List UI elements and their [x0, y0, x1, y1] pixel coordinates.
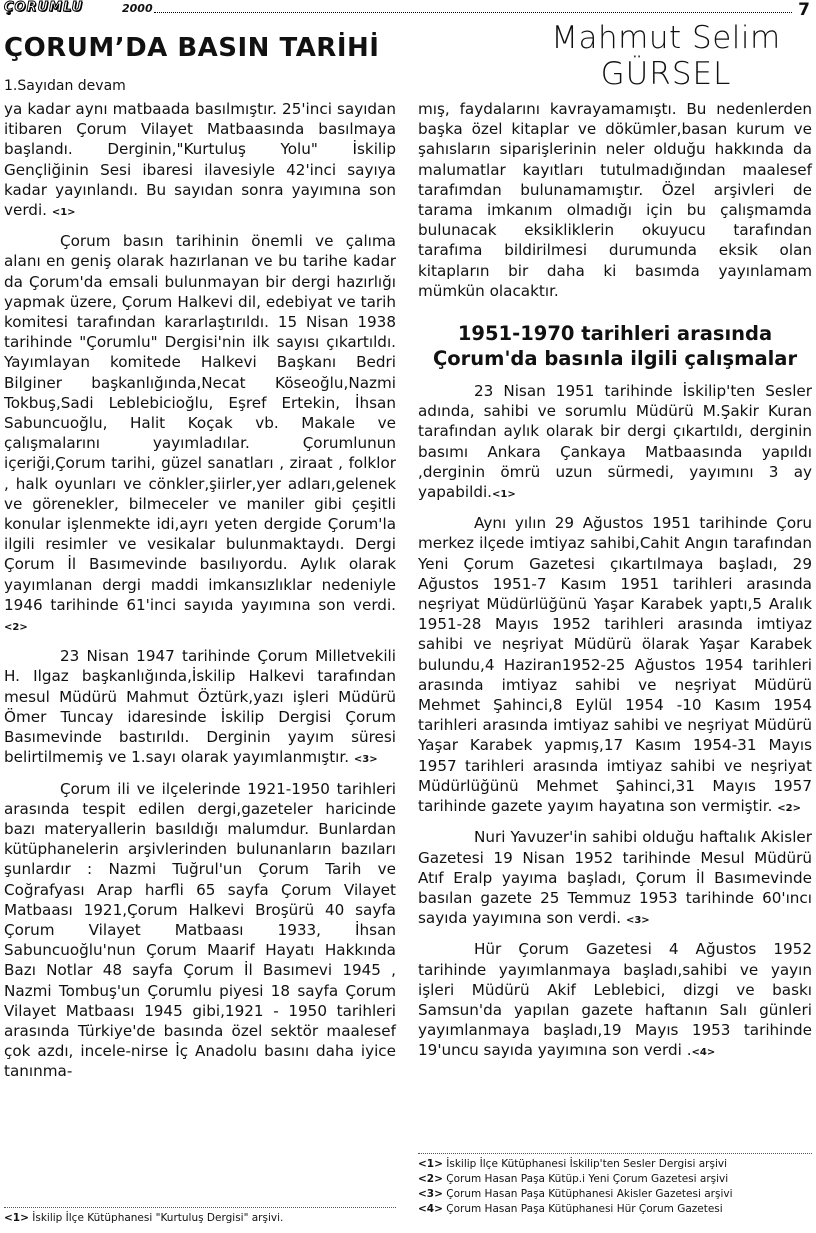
paragraph: Çorum basın tarihinin önemli ve çalıma alanı en geniş olarak hazırlanan ve bu tarihe kadar da Çorum'da emsali bulunmayan bir dergi hazırlığı yapmak üzere, Çorum Halkevi dil, edebiyat ve tarih komitesi tarafından kararlaştırıldı. 15 Nisan 1938 tarihinde "Çorumlu" Dergisi'nin ilk sayısı çıkartıldı. Yayımlayan komitede Halkevi Başkanı Bedri Bilginer başkanlığında,Necat Köseoğlu,Nazmi Tokbuş,Sadi Leblebicioğlu, Eşref Ertekin, İhsan Sabuncuoğlu, Halit Koçak vb. Makale ve çalışmalarını yayımladılar. Çorumlunun içeriği,Çorum tarihi, güzel sanatları , ziraat , folklor , halk oyunları ve cönkler,şiirler,yer adları,gelenek ve görenekler, bilmeceler ve maniler gibi çeşitli konular işlenmekte idi,ayrı yeten dergide Çorum'la ilgili resimler ve vesikalar bulunmaktaydı. Dergi Çorum İl Basımevinde basılıyordu. Aylık olarak yayımlanan dergi maddi imkansızlıklar nedeniyle 1946 tarihinde 61'inci sayıda yayımına son verdi.<2>: [4, 232, 396, 634]
footnote-ref: <2>: [777, 803, 801, 815]
publication-year: 2000: [122, 2, 153, 15]
right-footnotes: [418, 1153, 812, 1217]
footnote-item: <2> Çorum Hasan Paşa Kütüp.i Yeni Çorum Gazetesi arşivi: [418, 1173, 729, 1185]
paragraph: ya kadar aynı matbaada basılmıştır. 25'inci sayıdan itibaren Çorum Vilayet Matbaasında basılmaya başlandı. Derginin,"Kurtuluş Yolu" İskilip Gençliğinin Sesi ibaresi ilavesiyle 42'inci sayıya kadar yayınlandı. Bu sayıdan sonra yayımına son verdi. <1>: [4, 100, 396, 220]
paragraph: mış, faydalarını kavrayamamıştı. Bu nedenlerden başka özel kitaplar ve dökümler,basan kurum ve şahısların siparişlerinin neler olduğu hakkında da malumatlar kayıtları tutulmadığından maalesef tarafımdan bulunamamıştır. Özel arşivleri de tarama imkanım olmadığı için bu çalışmamda bulunacak eksikliklerin okuyucu tarafından tarafıma bildirilmesi durumunda eksik olan kitapların bir daha ki basımda yayınlamam mümkün olacaktır.: [418, 100, 812, 300]
header-dotted-rule: [154, 12, 792, 13]
footnote-ref: <1>: [492, 489, 516, 501]
footnote-ref: <1>: [51, 207, 76, 219]
paragraph: 23 Nisan 1951 tarihinde İskilip'ten Sesler adında, sahibi ve sorumlu Müdürü M.Şakir Kuran tarafından aylık olarak bir dergi çıkartıldı, derginin basımı Ankara Çankaya Matbaasında yapıldı ,derginin ömrü uzun sürmedi, yayımını 3 ay yapabildi.<1>: [418, 382, 812, 502]
left-column: [4, 99, 396, 1082]
author-name: [520, 20, 812, 92]
footnote-rule: [4, 1207, 396, 1208]
left-footnotes: [4, 1207, 396, 1224]
article-title: ÇORUM’DA BASIN TARİHİ: [4, 33, 380, 63]
footnote-item: <4> Çorum Hasan Paşa Kütüphanesi Hür Çorum Gazetesi: [418, 1203, 723, 1215]
author-last-name: GÜRSEL: [600, 56, 732, 92]
publication-logo: ÇORUMLU: [4, 0, 84, 15]
paragraph: Çorum ili ve ilçelerinde 1921-1950 tarihleri arasında tespit edilen dergi,gazeteler haricinde bazı materyallerin basıldığı malumdur. Bunlardan kütüphanelerin arşivlerinden bulunanların bazıları şunlardır : Nazmi Tuğrul'un Çorum Tarih ve Coğrafyası Arap harfli 65 sayfa Çorum Vilayet Matbaası 1921,Çorum Halkevi Broşürü 40 sayfa Çorum Vilayet Matbaası 1933, İhsan Sabuncuoğlu'nun Çorum Maarif Hayatı Hakkında Bazı Notlar 48 sayfa Çorum İl Basımevi 1945 , Nazmi Tombuş'un Çorumlu piyesi 18 sayfa Çorum Vilayet Matbaası 1945 gibi,1921 - 1950 tarihleri arasında Türkiye'de basında özel sektör maalesef çok azdı, incele-nirse İç Anadolu basını daha iyice tanınma-: [4, 779, 396, 1081]
footnote-ref: <2>: [4, 622, 28, 634]
page-header: [4, 0, 812, 22]
footnote-ref: <3>: [353, 754, 378, 766]
footnote-ref: <3>: [625, 915, 650, 927]
section-heading: 1951-1970 tarihleri arasında Çorum'da basınla ilgili çalışmalar: [432, 322, 798, 371]
author-first-name: Mahmut Selim: [551, 20, 781, 56]
continued-note: 1.Sayıdan devam: [4, 78, 126, 94]
paragraph: 23 Nisan 1947 tarihinde Çorum Milletvekili H. Ilgaz başkanlığında,İskilip Halkevi tarafından mesul Müdürü Mahmut Öztürk,yazı işleri Müdürü Ömer Tuncay idaresinde İskilip Dergisi Çorum Basımevinde bastırıldı. Derginin yayım süresi belirtilmemiş ve 1.sayı olarak yayımlanmıştır. <3>: [4, 647, 396, 767]
footnote-rule: [418, 1153, 812, 1154]
page-number: 7: [798, 0, 810, 20]
footnote-item: <1> İskilip İlçe Kütüphanesi İskilip'ten Sesler Dergisi arşivi: [418, 1158, 728, 1170]
paragraph: Hür Çorum Gazetesi 4 Ağustos 1952 tarihinde yayımlanmaya başladı,sahibi ve yayın işleri Müdürü Akif Leblebici, dizgi ve baskı Samsun'da yapılan gazete haftanın Salı günleri yayımlanmaya başladı,19 Mayıs 1953 tarihinde 19'uncu sayıda yayımına son verdi .<4>: [418, 940, 812, 1060]
right-column: [418, 99, 812, 1064]
footnote-item: <3> Çorum Hasan Paşa Kütüphanesi Akisler Gazetesi arşivi: [418, 1188, 733, 1200]
paragraph: Aynı yılın 29 Ağustos 1951 tarihinde Çoru merkez ilçede imtiyaz sahibi,Cahit Angın tarafından Yeni Çorum Gazetesi çıkartılmaya başladı, 29 Ağustos 1951-7 Kasım 1951 tarihleri arasında neşriyat Müdürlüğünü Yaşar Karabek yaptı,5 Aralık 1951-28 Mayıs 1952 tarihleri arasında imtiyaz sahibi ve neşriyat Müdürü ölarak Yaşar Karabek bulundu,4 Haziran1952-25 Ağustos 1954 tarihleri arasında imtiyaz sahibi ve neşriyat Müdürü Mehmet Şahinci,8 Eylül 1954 -10 Kasım 1954 tarihleri arasında imtiyaz sahibi ve neşriyat Müdürü Yaşar Karabek yapmış,17 Kasım 1954-31 Mayıs 1957 tarihleri arasında imtiyaz sahibi ve neşriyat Müdürlüğünü Mehmet Şahinci,31 Mayıs 1957 tarihinde gazete yayım hayatına son vermiştir. <2>: [418, 514, 812, 816]
paragraph: Nuri Yavuzer'in sahibi olduğu haftalık Akisler Gazetesi 19 Nisan 1952 tarihinde Mesul Müdürü Atıf Eralp yayıma başladı, Çorum İl Basımevinde basılan gazete 25 Temmuz 1953 tarihinde 60'ıncı sayıda yayımına son verdi. <3>: [418, 828, 812, 928]
footnote-ref: <4>: [691, 1047, 716, 1059]
footnote-item: <1> İskilip İlçe Kütüphanesi "Kurtuluş Dergisi" arşivi.: [4, 1212, 284, 1224]
